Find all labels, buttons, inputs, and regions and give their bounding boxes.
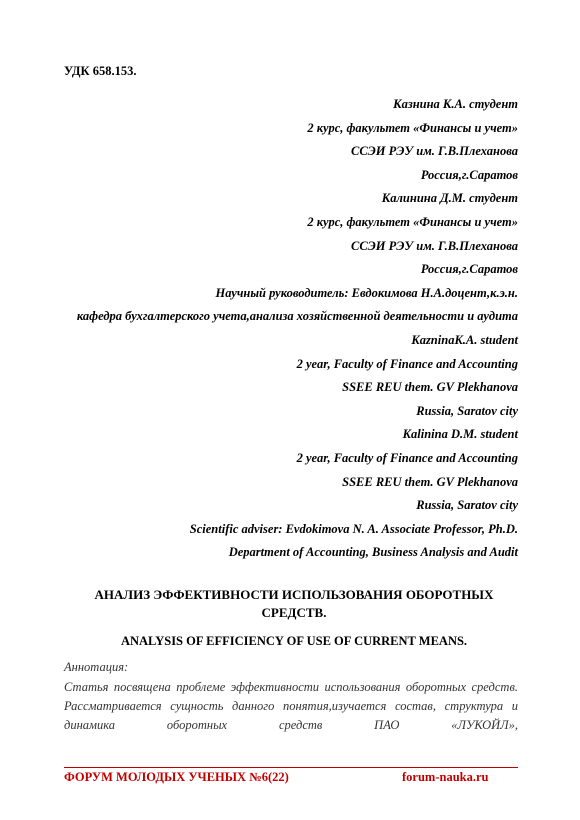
- author-2-institute-en: SSEE REU them. GV Plekhanova: [342, 474, 518, 489]
- author-2-course-en: 2 year, Faculty of Finance and Accounting: [296, 450, 518, 465]
- author-1-city: Россия,г.Саратов: [420, 167, 518, 182]
- abstract-label: Аннотация:: [64, 660, 129, 674]
- author-1-city-en: Russia, Saratov city: [416, 403, 518, 418]
- journal-name: ФОРУМ МОЛОДЫХ УЧЕНЫХ №6(22): [64, 770, 289, 784]
- journal-website: forum-nauka.ru: [402, 770, 489, 784]
- paper-title-en: ANALYSIS OF EFFICIENCY OF USE OF CURRENT MEANS.: [120, 634, 468, 648]
- author-2-institute: ССЭИ РЭУ им. Г.В.Плеханова: [350, 238, 518, 253]
- footer-divider: [64, 767, 518, 768]
- author-2-name: Калинина Д.М. студент: [381, 191, 518, 206]
- author-2-city: Россия,г.Саратов: [420, 262, 518, 277]
- abstract-text: Статья посвящена проблеме эффективности использования оборотных средств. Рассматривается сущность данного понятия,изучается состав, структура и динамика оборотных средств ПАО «ЛУКОЙЛ»,: [64, 680, 518, 732]
- author-1-course-en: 2 year, Faculty of Finance and Accounting: [296, 356, 518, 371]
- author-2-name-en: Kalinina D.M. student: [402, 427, 518, 442]
- author-1-institute-en: SSEE REU them. GV Plekhanova: [342, 380, 518, 395]
- department-ru: кафедра бухгалтерского учета,анализа хозяйственной деятельности и аудита: [76, 309, 518, 324]
- author-1-course: 2 курс, факультет «Финансы и учет»: [307, 120, 518, 135]
- author-affiliations-block: [60, 93, 518, 565]
- author-2-course: 2 курс, факультет «Финансы и учет»: [307, 214, 518, 229]
- author-1-name: Казнина К.А. студент: [393, 97, 518, 111]
- author-2-city-en: Russia, Saratov city: [416, 498, 518, 513]
- supervisor-en: Scientific adviser: Evdokimova N. A. Associate Professor, Ph.D.: [189, 521, 518, 536]
- supervisor-ru: Научный руководитель: Евдокимова Н.А.доцент,к.э.н.: [215, 285, 518, 300]
- department-en: Department of Accounting, Business Analysis and Audit: [228, 545, 518, 560]
- author-1-name-en: KazninaK.A. student: [411, 332, 518, 347]
- paper-title-ru: АНАЛИЗ ЭФФЕКТИВНОСТИ ИСПОЛЬЗОВАНИЯ ОБОРОТНЫХ СРЕДСТВ.: [94, 587, 494, 620]
- udk-code: УДК 658.153.: [64, 64, 137, 78]
- author-1-institute: ССЭИ РЭУ им. Г.В.Плеханова: [350, 144, 518, 159]
